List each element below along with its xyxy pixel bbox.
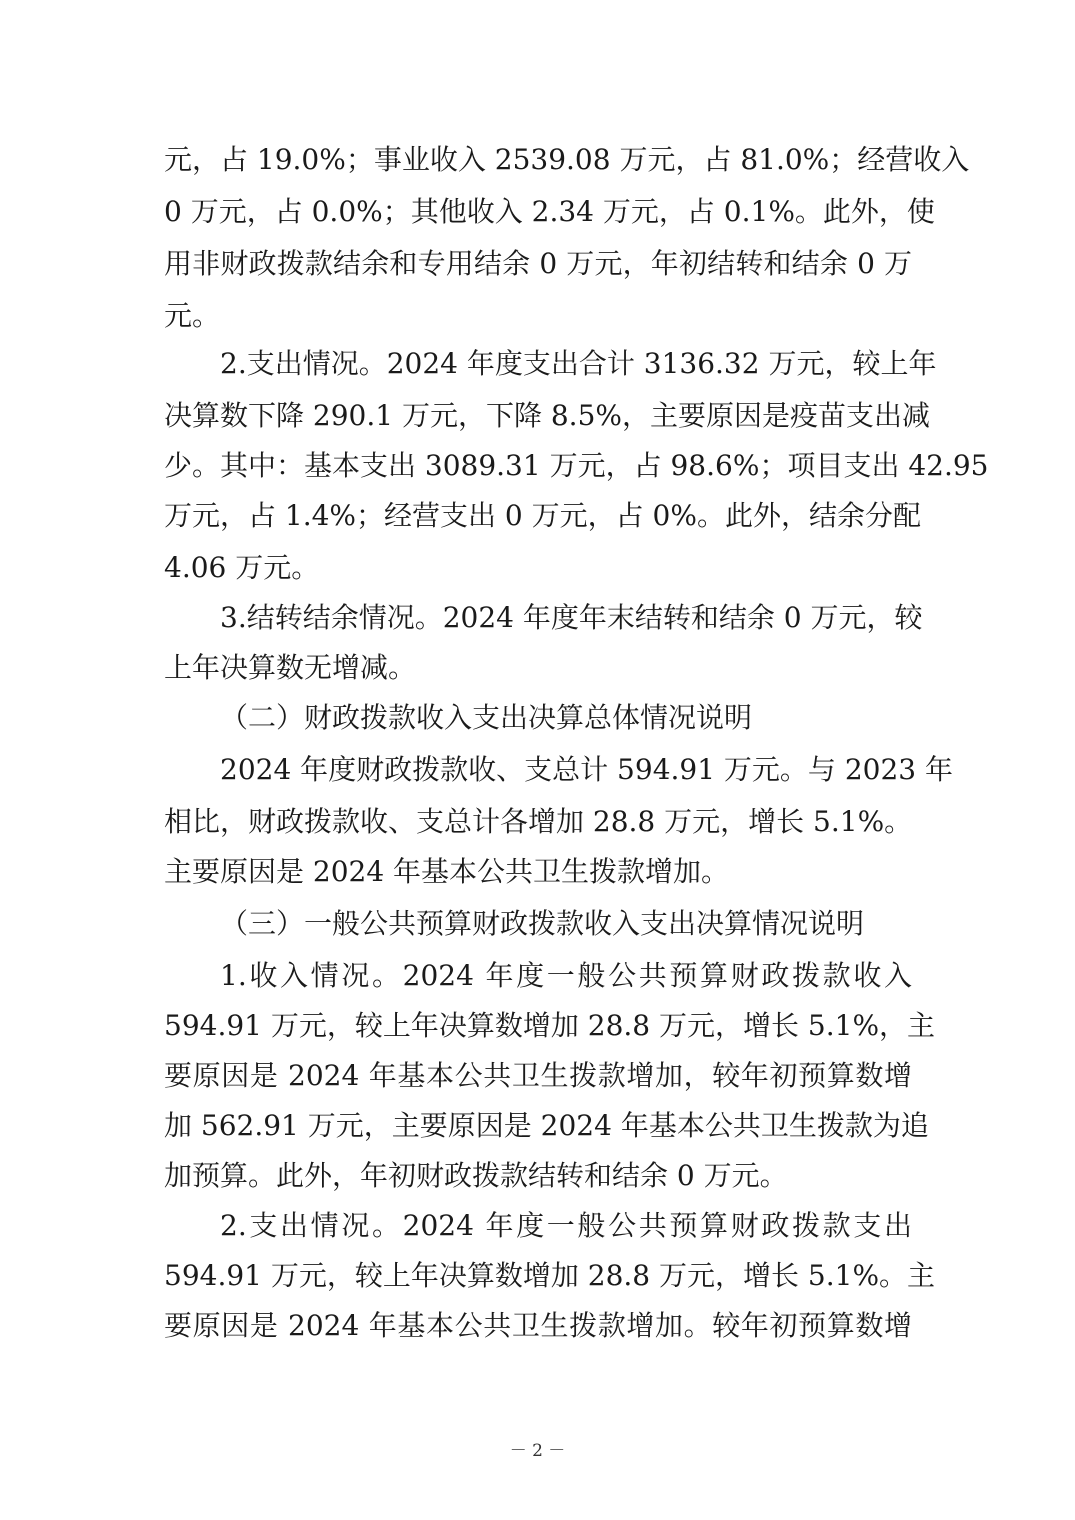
text-line: 2024 年度财政拨款收、支总计 594.91 万元。与 2023 年 <box>220 753 953 786</box>
text-line: 加 562.91 万元，主要原因是 2024 年基本公共卫生拨款为追 <box>164 1109 929 1142</box>
text-line: 4.06 万元。 <box>164 551 320 584</box>
text-line: 2.支出情况。2024 年度支出合计 3136.32 万元，较上年 <box>220 347 937 380</box>
text-line: 0 万元，占 0.0%；其他收入 2.34 万元，占 0.1%。此外，使 <box>164 195 935 228</box>
text-line: 决算数下降 290.1 万元，下降 8.5%，主要原因是疫苗支出减 <box>164 399 930 432</box>
text-line: 少。其中：基本支出 3089.31 万元，占 98.6%；项目支出 42.95 <box>164 449 989 482</box>
text-line: 要原因是 2024 年基本公共卫生拨款增加。较年初预算数增 <box>164 1309 912 1342</box>
text-line: 594.91 万元，较上年决算数增加 28.8 万元，增长 5.1%，主 <box>164 1009 936 1042</box>
text-line: 上年决算数无增减。 <box>164 651 417 684</box>
text-line: 主要原因是 2024 年基本公共卫生拨款增加。 <box>164 855 730 888</box>
text-line: 2.支出情况。2024 年度一般公共预算财政拨款支出 <box>220 1209 912 1242</box>
text-line: 用非财政拨款结余和专用结余 0 万元，年初结转和结余 0 万 <box>164 247 912 280</box>
page-number: － 2 － <box>509 1441 566 1461</box>
text-line: 元。 <box>164 299 221 332</box>
text-line: 相比，财政拨款收、支总计各增加 28.8 万元，增长 5.1%。 <box>164 805 913 838</box>
section-heading: （二）财政拨款收入支出决算总体情况说明 <box>220 701 753 734</box>
text-line: 3.结转结余情况。2024 年度年末结转和结余 0 万元，较 <box>220 601 923 634</box>
section-heading: （三）一般公共预算财政拨款收入支出决算情况说明 <box>220 907 865 940</box>
text-line: 594.91 万元，较上年决算数增加 28.8 万元，增长 5.1%。主 <box>164 1259 936 1292</box>
text-line: 万元，占 1.4%；经营支出 0 万元，占 0%。此外，结余分配 <box>164 499 921 532</box>
text-line: 元，占 19.0%；事业收入 2539.08 万元，占 81.0%；经营收入 <box>164 143 970 176</box>
text-line: 加预算。此外，年初财政拨款结转和结余 0 万元。 <box>164 1159 788 1192</box>
text-line: 1.收入情况。2024 年度一般公共预算财政拨款收入 <box>220 959 912 992</box>
text-line: 要原因是 2024 年基本公共卫生拨款增加，较年初预算数增 <box>164 1059 912 1092</box>
